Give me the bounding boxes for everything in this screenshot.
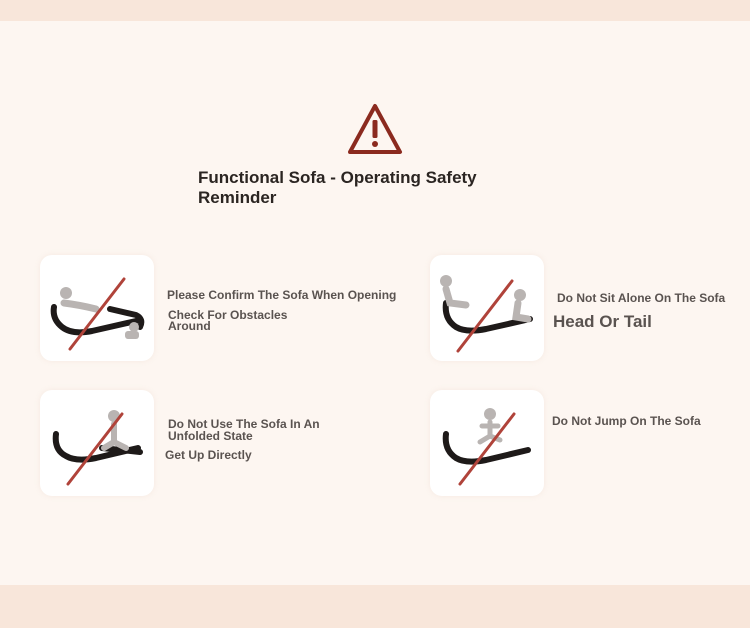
top-band: [0, 0, 750, 21]
reminder-tile-unfolded: [40, 390, 154, 496]
reminder-tile-jump: [430, 390, 544, 496]
reminder-2-line-2: Head Or Tail: [553, 312, 652, 331]
bottom-band: [0, 585, 750, 628]
reminder-1-line-1: Please Confirm The Sofa When Opening: [167, 288, 397, 302]
reminder-2-line-1: Do Not Sit Alone On The Sofa: [557, 291, 726, 305]
reminder-tile-head-tail: [430, 255, 544, 361]
no-standing-on-footrest-icon: [40, 390, 154, 496]
page-title: Functional Sofa - Operating Safety Reminder: [198, 168, 477, 207]
no-sit-on-end-icon: [430, 255, 544, 361]
reminder-3-line-2: Get Up Directly: [165, 448, 252, 462]
warning-triangle-icon: [346, 102, 404, 156]
no-child-near-recliner-icon: [40, 255, 154, 361]
reminder-3-line-1: Do Not Use The Sofa In An Unfolded State: [168, 417, 320, 443]
reminder-tile-obstacles: [40, 255, 154, 361]
reminder-4-line-1: Do Not Jump On The Sofa: [552, 414, 701, 428]
reminder-1-line-2: Check For Obstacles Around: [168, 308, 288, 333]
no-jumping-on-sofa-icon: [430, 390, 544, 496]
